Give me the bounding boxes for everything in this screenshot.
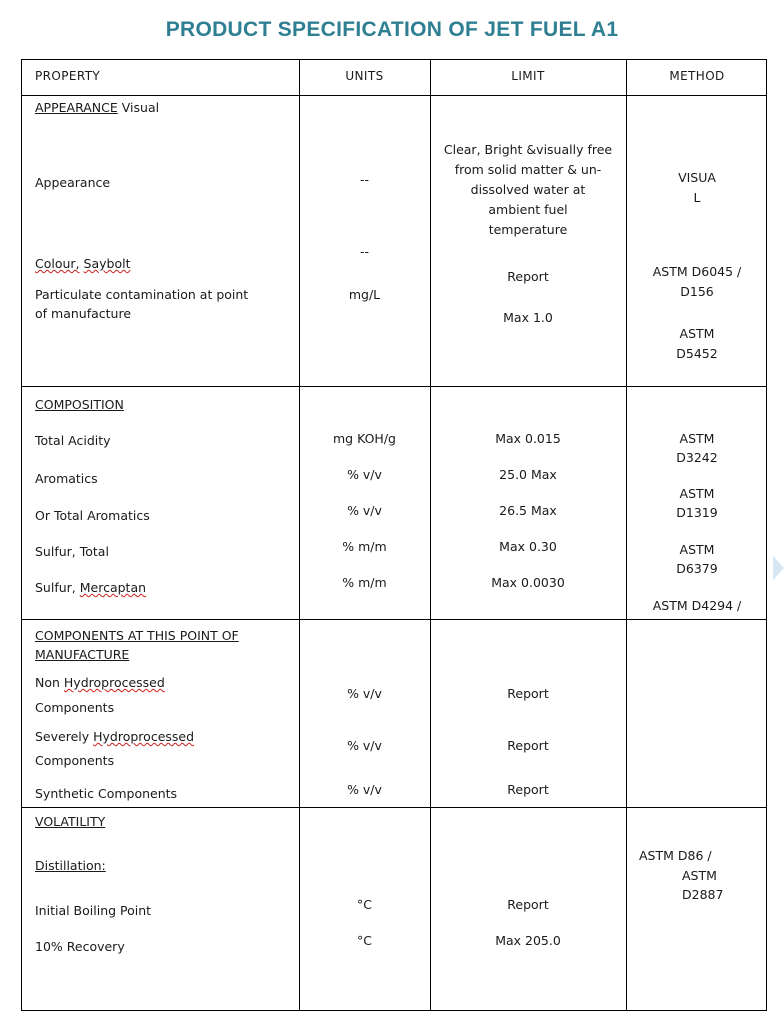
composition-property: Or Total Aromatics xyxy=(35,508,150,523)
composition-property xyxy=(35,578,146,598)
composition-heading: COMPOSITION xyxy=(35,397,124,412)
severely-hydro-a: Severely xyxy=(35,729,90,744)
appearance-heading xyxy=(35,98,159,118)
volatility-method-line: ASTM xyxy=(682,868,717,883)
appearance-units: -- xyxy=(359,172,370,187)
components-limit: Report xyxy=(507,782,549,797)
sulfur-mercaptan-b: Mercaptan xyxy=(79,580,147,595)
colour-method-line: ASTM D6045 / xyxy=(652,264,742,279)
particulate-units: mg/L xyxy=(348,287,381,302)
components-units: % v/v xyxy=(347,738,382,753)
edge-arrow-icon xyxy=(773,556,784,580)
composition-units: % v/v xyxy=(347,467,382,482)
components-heading-line: COMPONENTS AT THIS POINT OF xyxy=(35,628,239,643)
composition-limit: Max 0.0030 xyxy=(491,575,565,590)
composition-method-line: ASTM xyxy=(679,486,715,501)
composition-units: % m/m xyxy=(342,539,387,554)
composition-method-line: D6379 xyxy=(676,561,718,576)
particulate-limit: Max 1.0 xyxy=(503,310,553,325)
header-units: UNITS xyxy=(345,69,384,83)
composition-units: % m/m xyxy=(342,575,387,590)
volatility-limit: Max 205.0 xyxy=(495,933,561,948)
components-units: % v/v xyxy=(347,782,382,797)
volatility-units: °C xyxy=(357,933,372,948)
volatility-property: 10% Recovery xyxy=(35,939,125,954)
components-limit: Report xyxy=(507,686,549,701)
particulate-property-line: of manufacture xyxy=(35,306,132,321)
composition-method-line: ASTM D4294 / xyxy=(652,598,742,613)
appearance-property: Appearance xyxy=(35,175,111,190)
distillation-subheading: Distillation: xyxy=(35,858,106,873)
column-divider xyxy=(299,60,300,1010)
components-property xyxy=(35,727,194,747)
composition-method-line: ASTM xyxy=(679,431,715,446)
colour-property xyxy=(35,254,130,274)
composition-units: % v/v xyxy=(347,503,382,518)
volatility-limit: Report xyxy=(507,897,549,912)
colour-limit: Report xyxy=(507,269,549,284)
composition-property: Sulfur, Total xyxy=(35,544,109,559)
composition-limit: 26.5 Max xyxy=(499,503,557,518)
spec-table xyxy=(21,59,767,1011)
particulate-method-line: ASTM xyxy=(679,326,715,341)
header-method: METHOD xyxy=(669,69,725,83)
volatility-heading: VOLATILITY xyxy=(35,814,106,829)
colour-units: -- xyxy=(359,244,370,259)
sulfur-mercaptan-a: Sulfur, xyxy=(35,580,76,595)
volatility-property: Initial Boiling Point xyxy=(35,903,152,918)
colour-property-b: Saybolt xyxy=(83,256,131,271)
colour-method-line: D156 xyxy=(680,284,714,299)
colour-property-a: Colour, xyxy=(35,256,80,271)
appearance-limit-line: temperature xyxy=(488,222,568,237)
appearance-method-line: VISUA xyxy=(678,170,716,185)
appearance-limit-line: ambient fuel xyxy=(488,202,568,217)
appearance-limit-line: Clear, Bright &visually free xyxy=(443,142,613,157)
severely-hydro-b: Hydroprocessed xyxy=(93,729,195,744)
components-property-cont: Components xyxy=(35,700,115,715)
appearance-method-line: L xyxy=(693,190,701,205)
appearance-heading-suffix: Visual xyxy=(121,100,160,115)
row-divider xyxy=(22,619,766,620)
components-heading-line: MANUFACTURE xyxy=(35,647,130,662)
components-units: % v/v xyxy=(347,686,382,701)
components-property: Synthetic Components xyxy=(35,786,178,801)
appearance-heading-label: APPEARANCE xyxy=(35,100,118,115)
components-property-cont: Components xyxy=(35,753,115,768)
composition-method-line: D1319 xyxy=(676,505,718,520)
particulate-property-line: Particulate contamination at point xyxy=(35,287,249,302)
composition-method-line: D3242 xyxy=(676,450,718,465)
composition-property: Total Acidity xyxy=(35,433,111,448)
composition-limit: Max 0.015 xyxy=(495,431,561,446)
non-hydro-a: Non xyxy=(35,675,60,690)
non-hydro-b: Hydroprocessed xyxy=(63,675,165,690)
volatility-method-line: D2887 xyxy=(682,887,724,902)
composition-limit: 25.0 Max xyxy=(499,467,557,482)
composition-limit: Max 0.30 xyxy=(499,539,557,554)
composition-method-line: ASTM xyxy=(679,542,715,557)
appearance-limit-line: from solid matter & un- xyxy=(454,162,602,177)
row-divider xyxy=(22,807,766,808)
components-property xyxy=(35,673,165,693)
composition-units: mg KOH/g xyxy=(333,431,396,446)
row-divider xyxy=(22,95,766,96)
page-title: PRODUCT SPECIFICATION OF JET FUEL A1 xyxy=(165,18,619,41)
volatility-units: °C xyxy=(357,897,372,912)
volatility-method-line: ASTM D86 / xyxy=(639,848,712,863)
appearance-limit-line: dissolved water at xyxy=(470,182,586,197)
header-property: PROPERTY xyxy=(35,69,101,83)
header-limit: LIMIT xyxy=(511,69,545,83)
row-divider xyxy=(22,386,766,387)
particulate-method-line: D5452 xyxy=(676,346,718,361)
composition-property: Aromatics xyxy=(35,471,98,486)
components-limit: Report xyxy=(507,738,549,753)
